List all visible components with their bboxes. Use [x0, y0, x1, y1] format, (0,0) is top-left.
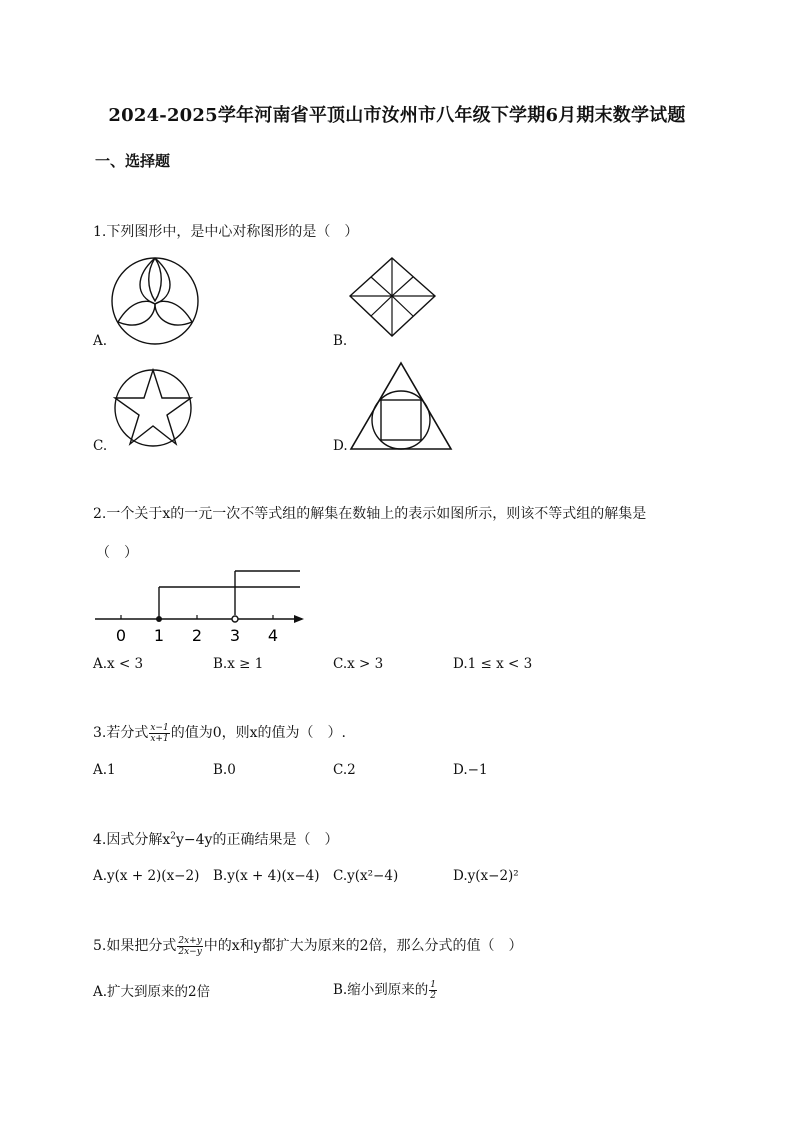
question-2-stem-line-2: （ ） — [96, 545, 138, 561]
q2-option-a[interactable]: A.x < 3 — [93, 656, 144, 672]
axis-label-2: 2 — [191, 626, 203, 645]
question-4-stem — [93, 829, 338, 849]
section-heading: 一、选择题 — [95, 152, 171, 170]
q3-stem-pre: 3.若分式 — [93, 725, 149, 741]
q4-option-b[interactable]: B.y(x + 4)(x−4) — [213, 868, 320, 884]
figure-a-three-arcs-circle — [105, 256, 205, 346]
q3-option-c[interactable]: C.2 — [333, 762, 356, 778]
q4-stem-post: y−4y的正确结果是（ ） — [176, 832, 339, 848]
q5-b-frac-num: 1 — [430, 980, 436, 990]
q1-option-b[interactable]: B. — [333, 333, 348, 349]
question-5-stem — [93, 935, 523, 957]
axis-label-1: 1 — [153, 626, 165, 645]
q5-option-b-text: B.缩小到原来的 — [333, 982, 429, 998]
question-3-stem — [93, 722, 346, 744]
figure-c-star-in-circle — [107, 368, 199, 448]
q5-frac-num: 2x+y — [178, 935, 202, 946]
open-point-3 — [232, 616, 238, 622]
q4-option-c[interactable]: C.y(x²−4) — [333, 868, 399, 884]
q3-frac-num: x−1 — [150, 722, 169, 733]
q5-stem-post: 中的x和y都扩大为原来的2倍，那么分式的值（ ） — [203, 938, 523, 954]
q5-option-a[interactable]: A.扩大到原来的2倍 — [93, 984, 211, 1000]
axis-label-4: 4 — [267, 626, 279, 645]
question-1-stem: 1.下列图形中，是中心对称图形的是（ ） — [93, 224, 359, 240]
q1-option-d[interactable]: D. — [333, 438, 348, 454]
closed-point-1 — [156, 616, 162, 622]
number-line — [90, 565, 310, 650]
q4-exponent: 2 — [170, 831, 176, 842]
q1-option-a[interactable]: A. — [93, 333, 108, 349]
q2-option-d[interactable]: D.1 ≤ x < 3 — [453, 656, 533, 672]
q3-stem-post: 的值为0，则x的值为（ ）. — [170, 725, 346, 741]
q2-option-c[interactable]: C.x > 3 — [333, 656, 384, 672]
q4-option-a[interactable]: A.y(x + 2)(x−2) — [93, 868, 200, 884]
question-2-stem-line-1: 2.一个关于x的一元一次不等式组的解集在数轴上的表示如图所示，则该不等式组的解集是 — [93, 506, 647, 522]
q3-option-d[interactable]: D.−1 — [453, 762, 488, 778]
axis-label-3: 3 — [229, 626, 241, 645]
q5-stem-pre: 5.如果把分式 — [93, 938, 177, 954]
q3-fraction — [149, 723, 169, 744]
q3-option-a[interactable]: A.1 — [93, 762, 116, 778]
page-title: 2024-2025学年河南省平顶山市汝州市八年级下学期6月期末数学试题 — [108, 105, 686, 126]
q5-frac-den: 2x−y — [178, 946, 202, 957]
axis-label-0: 0 — [115, 626, 127, 645]
figure-d-triangle-circle-square — [350, 362, 452, 450]
q5-fraction — [177, 936, 202, 957]
q5-option-b-fraction — [429, 980, 437, 1001]
q5-option-b[interactable] — [333, 978, 438, 1001]
q3-frac-den: x+1 — [150, 733, 169, 744]
figure-b-pinwheel-square — [347, 256, 439, 338]
q4-stem-pre: 4.因式分解x — [93, 832, 171, 848]
q2-option-b[interactable]: B.x ≥ 1 — [213, 656, 264, 672]
q3-option-b[interactable]: B.0 — [213, 762, 236, 778]
q4-option-d[interactable]: D.y(x−2)² — [453, 868, 519, 884]
q5-b-frac-den: 2 — [430, 991, 436, 1001]
q1-option-c[interactable]: C. — [93, 438, 108, 454]
